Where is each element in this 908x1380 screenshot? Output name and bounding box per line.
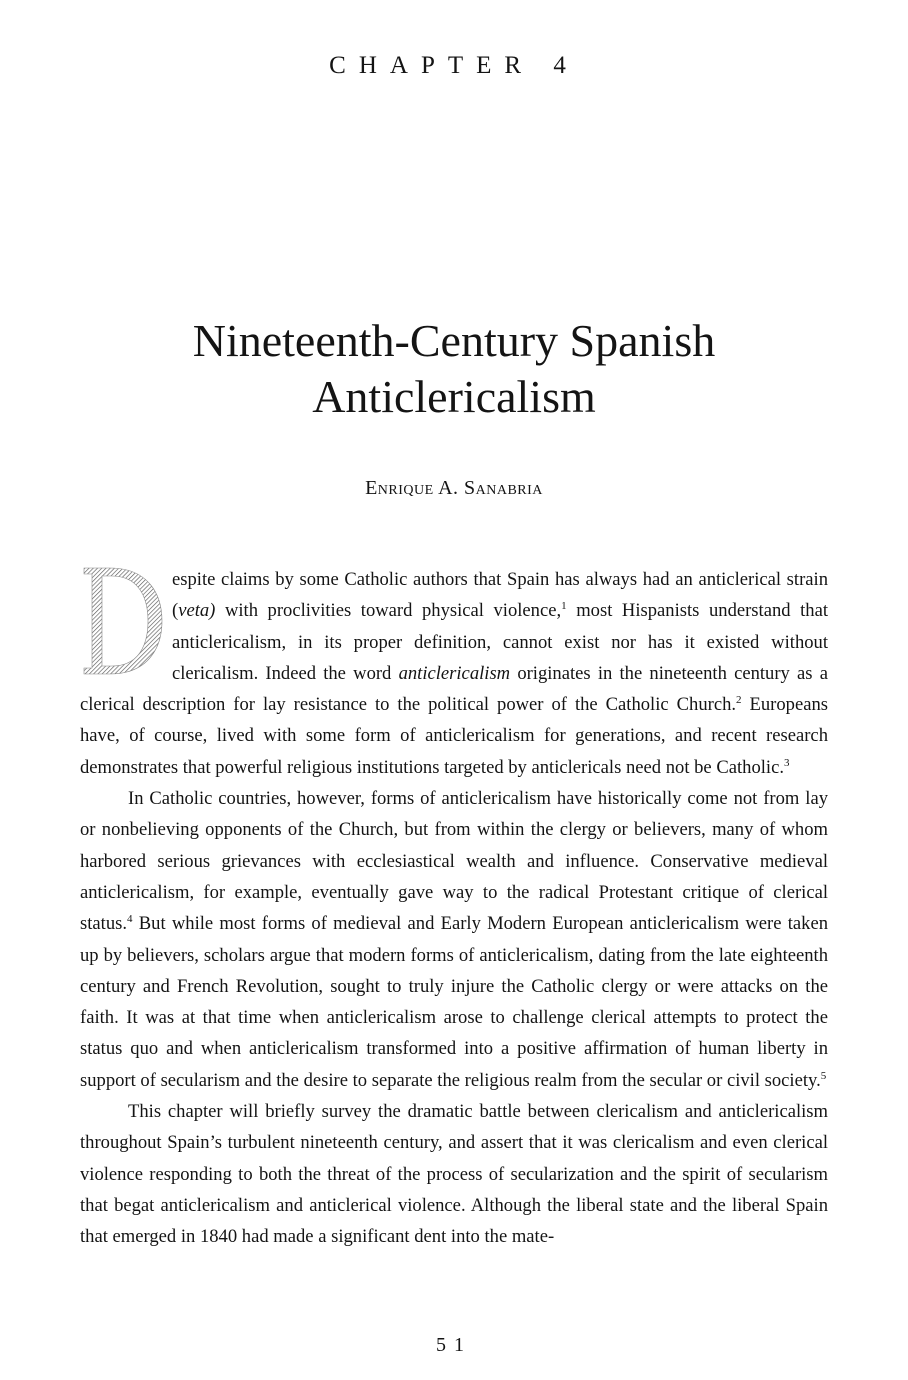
- text-run: espite claims by some Catholic authors that Spain has always had an anticlerical strain (: [172, 569, 828, 622]
- text-run: But while most forms of medieval and Early Modern European anticlericalism were taken up by believers, scholars argue that modern forms of anticlericalism, dating from the late eighteenth century and French Revolution, sought to truly injure the Catholic clergy or were attacks on the faith. It was at that time when anticlericalism arose to challenge clerical attempts to protect the status quo and when anticlericalism transformed into a positive affirmation of human liberty in support of secularism and the desire to separate the religious realm from the secular or civil society.: [80, 913, 828, 1091]
- chapter-title-line-2: Anticlericalism: [312, 371, 596, 422]
- body-text: [80, 564, 828, 1253]
- paragraph-2-text: [80, 788, 828, 1091]
- text-run: originates in the nineteenth century as a clerical description for lay resistance to the political power of the Catholic Church.: [80, 662, 828, 716]
- paragraph-1-text: [80, 569, 828, 778]
- footnote-marker: 4: [127, 913, 133, 926]
- paragraph-3: [80, 1096, 828, 1252]
- chapter-title: [0, 313, 908, 425]
- paragraph-1: [80, 564, 828, 783]
- italic-term: anticlericalism: [398, 662, 511, 684]
- footnote-marker: 1: [561, 600, 567, 613]
- footnote-marker: 5: [820, 1069, 827, 1082]
- author-name: Enrique A. Sanabria: [365, 477, 543, 499]
- text-run: with proclivities toward physical violence,: [215, 600, 562, 622]
- italic-term: veta): [178, 600, 216, 622]
- footnote-marker: 2: [736, 694, 742, 707]
- footnote-marker: 3: [783, 756, 790, 769]
- text-run: In Catholic countries, however, forms of anticlericalism have historically come not from lay or nonbelieving opponents of the Church, but from within the clergy or believers, many of whom harbored serious grievances with ecclesiastical wealth and influence. Conservative medieval anticlericalism, for example, eventually gave way to the radical Protestant critique of clerical status.: [80, 788, 828, 935]
- chapter-label: CHAPTER 4: [329, 52, 579, 79]
- text-run: Europeans have, of course, lived with some form of anticlericalism for generations, and recent research demonstrates that powerful religious institutions targeted by anticlericals need not be Catholic.: [80, 694, 828, 778]
- paragraph-2: [80, 783, 828, 1096]
- chapter-title-line-1: Nineteenth-Century Spanish: [192, 315, 716, 366]
- paragraph-3-text: [80, 1101, 828, 1247]
- text-run: This chapter will briefly survey the dramatic battle between clericalism and anticlericalism throughout Spain’s turbulent nineteenth century, and assert that it was clericalism and even clerical violence responding to both the threat of the process of secularization and the spirit of secularism that begat anticlericalism and anticlerical violence. Although the liberal state and the liberal Spain that emerged in 1840 had made a significant dent into the mate-: [80, 1101, 828, 1248]
- page-number: 51: [436, 1334, 472, 1356]
- drop-cap-letter: [80, 564, 164, 678]
- text-run: most Hispanists understand that anticlericalism, in its proper definition, cannot exist nor has it existed without clericalism. Indeed the word: [172, 600, 829, 684]
